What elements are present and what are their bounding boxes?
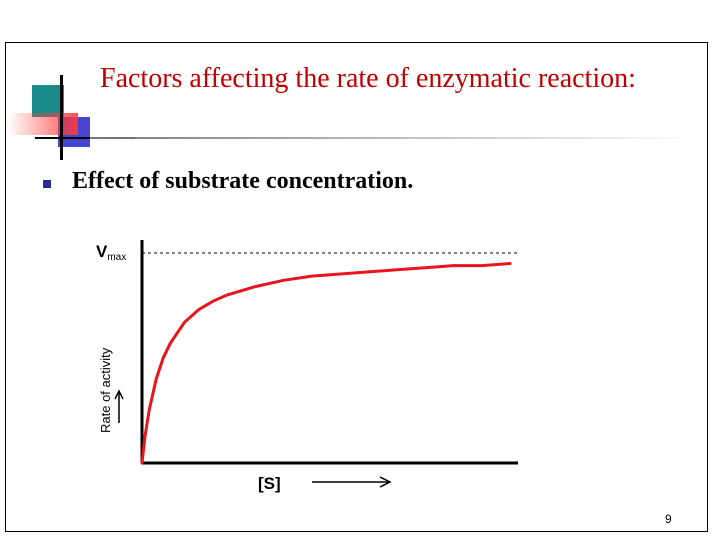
x-axis-arrow <box>312 477 390 487</box>
vertical-line <box>60 75 63 160</box>
x-axis-label: [S] <box>258 474 281 493</box>
title-rule <box>90 137 700 139</box>
michaelis-menten-chart <box>90 225 530 500</box>
y-axis-label: Rate of activity <box>98 347 113 433</box>
red-gradient-bar <box>8 113 78 135</box>
y-axis-arrow <box>115 391 123 423</box>
slide-title: Factors affecting the rate of enzymatic reaction: <box>100 63 636 94</box>
rate-curve <box>142 264 510 464</box>
page-number: 9 <box>665 512 672 526</box>
bullet-marker <box>43 180 51 188</box>
bullet-text: Effect of substrate concentration. <box>72 168 414 194</box>
vmax-label: Vmax <box>96 242 127 263</box>
